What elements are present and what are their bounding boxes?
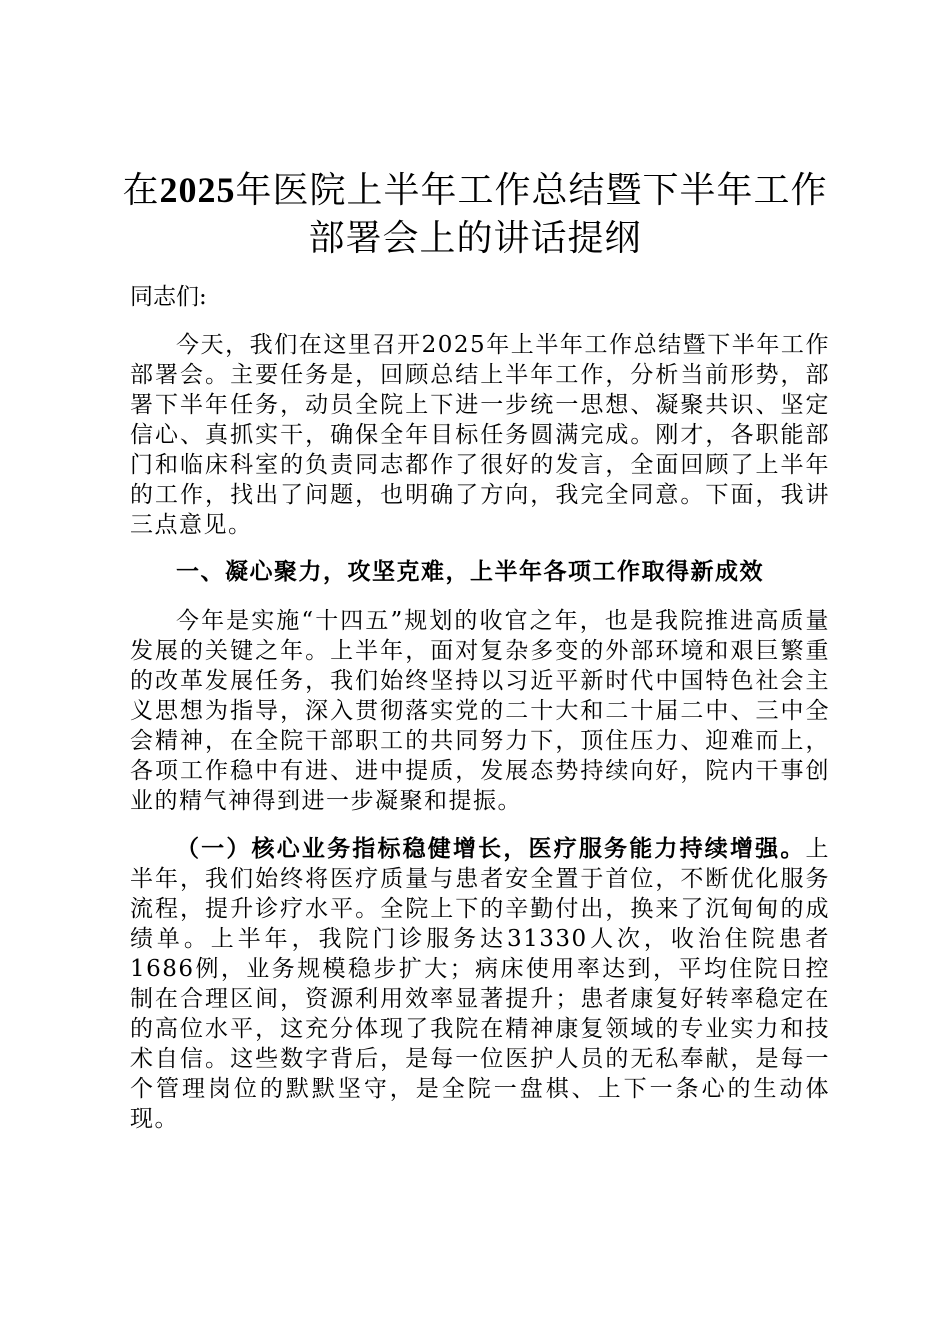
subsection1-paragraph — [130, 834, 830, 1134]
title-year: 2025 — [159, 170, 236, 210]
title-line2: 部署会上的讲话提纲 — [308, 218, 642, 259]
intro-paragraph: 今天，我们在这里召开2025年上半年工作总结暨下半年工作部署会。主要任务是，回顾总结上半年工作，分析当前形势，部署下半年任务，动员全院上下进一步统一思想、凝聚共识、坚定信心、真抓实干，确保全年目标任务圆满完成。刚才，各职能部门和临床科室的负责同志都作了很好的发言，全面回顾了上半年的工作，找出了问题，也明确了方向，我完全同意。下面，我讲三点意见。 — [130, 332, 830, 538]
title-line1-rest: 年医院上半年工作总结暨下半年工作 — [235, 170, 828, 211]
salutation: 同志们: — [130, 284, 207, 310]
section1-paragraph: 今年是实施“十四五”规划的收官之年，也是我院推进高质量发展的关键之年。上半年，面对复杂多变的外部环境和艰巨繁重的改革发展任务，我们始终坚持以习近平新时代中国特色社会主义思想为指导，深入贯彻落实党的二十大和二十届二中、三中全会精神，在全院干部职工的共同努力下，顶住压力、迎难而上，各项工作稳中有进、进中提质，发展态势持续向好，院内干事创业的精气神得到进一步凝聚和提振。 — [130, 608, 830, 814]
subsection-heading-1: （一）核心业务指标稳健增长，医疗服务能力持续增强。 — [176, 836, 806, 862]
document-title — [110, 166, 840, 263]
section-heading-1: 一、凝心聚力，攻坚克难，上半年各项工作取得新成效 — [176, 559, 764, 585]
title-prefix: 在 — [122, 170, 160, 211]
subsection1-body: 上半年，我们始终将医疗质量与患者安全置于首位，不断优化服务流程，提升诊疗水平。全院上下的辛勤付出，换来了沉甸甸的成绩单。上半年，我院门诊服务达31330人次，收治住院患者1686例，业务规模稳步扩大；病床使用率达到，平均住院日控制在合理区间，资源利用效率显著提升；患者康复好转率稳定在的高位水平，这充分体现了我院在精神康复领域的专业实力和技术自信。这些数字背后，是每一位医护人员的无私奉献，是每一个管理岗位的默默坚守，是全院一盘棋、上下一条心的生动体现。 — [130, 836, 830, 1132]
